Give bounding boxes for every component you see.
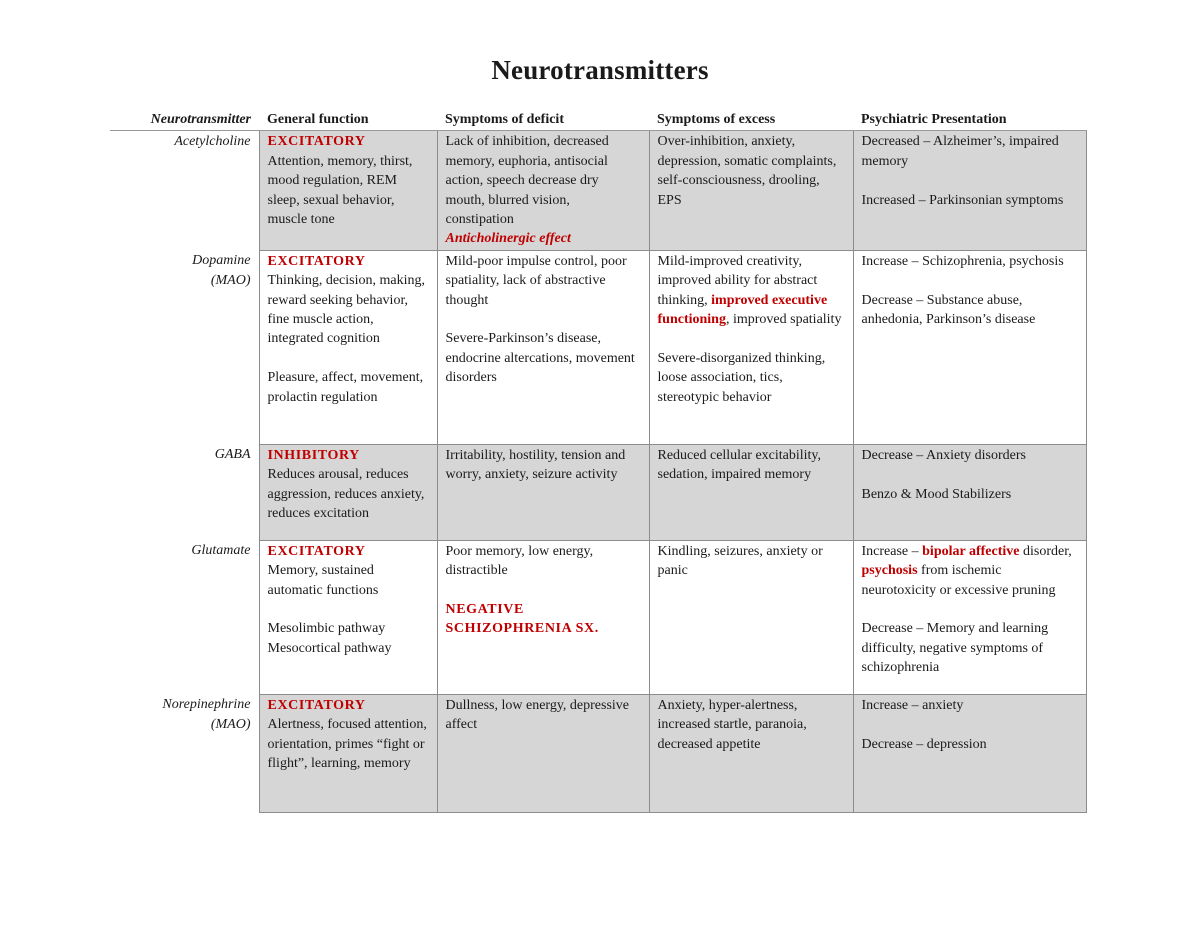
- general-function-cell: [259, 444, 437, 540]
- table-row-glutamate: [110, 540, 1086, 694]
- neurotransmitter-name: Acetylcholine: [174, 134, 251, 150]
- psychiatric-text: Decrease – Substance abuse, anhedonia, Parkinson’s disease: [861, 292, 1036, 328]
- row-label: [110, 250, 259, 444]
- psychiatric-text: Increased – Parkinsonian symptoms: [861, 192, 1064, 208]
- deficit-cell: [437, 694, 649, 812]
- deficit-cell: [437, 131, 649, 250]
- deficit-text: Mild-poor impulse control, poor spatiality, lack of abstractive thought: [445, 253, 627, 308]
- neurotransmitter-note: (MAO): [210, 716, 251, 732]
- general-function-text: Thinking, decision, making, reward seeking behavior, fine muscle action, integrated cognition: [267, 273, 425, 347]
- general-function-text: Alertness, focused attention, orientation, primes “fight or flight”, learning, memory: [267, 717, 427, 772]
- table-header-row: [110, 108, 1086, 131]
- psychiatric-text: Increase – Schizophrenia, psychosis: [861, 253, 1064, 269]
- psychiatric-text: Increase – anxiety: [861, 697, 964, 713]
- general-function-text: Reduces arousal, reduces aggression, reduces anxiety, reduces excitation: [267, 467, 425, 522]
- type-badge: EXCITATORY: [267, 134, 366, 150]
- neurotransmitter-note: (MAO): [210, 272, 251, 288]
- neurotransmitter-table: [110, 108, 1087, 813]
- neurotransmitter-name: Glutamate: [191, 543, 251, 559]
- type-badge: EXCITATORY: [267, 697, 366, 713]
- excess-text: Mild-improved creativity, improved ability for abstract thinking, improved executive functioning, improved spatiality: [657, 253, 842, 328]
- excess-cell: [649, 250, 853, 444]
- table-row-gaba: [110, 444, 1086, 540]
- general-function-cell: [259, 694, 437, 812]
- deficit-emphasis: NEGATIVE SCHIZOPHRENIA SX.: [445, 602, 599, 637]
- excess-cell: [649, 694, 853, 812]
- deficit-cell: [437, 250, 649, 444]
- general-function-text: Memory, sustained automatic functions: [267, 563, 379, 598]
- general-function-text: Mesocortical pathway: [267, 640, 392, 656]
- deficit-text: Severe-Parkinson’s disease, endocrine altercations, movement disorders: [445, 331, 635, 386]
- table-row-acetylcholine: [110, 131, 1086, 250]
- deficit-cell: [437, 540, 649, 694]
- neurotransmitter-name: Dopamine: [192, 253, 251, 269]
- general-function-cell: [259, 540, 437, 694]
- row-label: [110, 444, 259, 540]
- excess-text: Over-inhibition, anxiety, depression, somatic complaints, self-consciousness, drooling, EPS: [657, 134, 837, 208]
- psychiatric-cell: [853, 444, 1086, 540]
- excess-cell: [649, 444, 853, 540]
- psychiatric-text: Benzo & Mood Stabilizers: [861, 486, 1012, 502]
- excess-text: Kindling, seizures, anxiety or panic: [657, 543, 823, 579]
- psychiatric-text: Decrease – depression: [861, 736, 987, 752]
- type-badge: EXCITATORY: [267, 253, 366, 269]
- row-label: [110, 694, 259, 812]
- column-header-neurotransmitter: Neurotransmitter: [110, 108, 259, 131]
- psychiatric-cell: [853, 540, 1086, 694]
- excess-text: Anxiety, hyper-alertness, increased startle, paranoia, decreased appetite: [657, 697, 807, 752]
- deficit-text: Irritability, hostility, tension and worry, anxiety, seizure activity: [445, 447, 626, 483]
- psychiatric-emphasis: bipolar affective: [922, 543, 1020, 559]
- psychiatric-text: Decrease – Anxiety disorders: [861, 447, 1026, 463]
- deficit-cell: [437, 444, 649, 540]
- excess-cell: [649, 131, 853, 250]
- general-function-cell: [259, 250, 437, 444]
- type-badge: INHIBITORY: [267, 447, 360, 463]
- deficit-text: Dullness, low energy, depressive affect: [445, 697, 630, 733]
- row-label: [110, 131, 259, 250]
- deficit-text: Poor memory, low energy, distractible: [445, 543, 594, 579]
- psychiatric-text: Increase – bipolar affective disorder, psychosis from ischemic neurotoxicity or excessive pruning: [861, 543, 1072, 598]
- psychiatric-cell: [853, 250, 1086, 444]
- column-header-symptoms-excess: Symptoms of excess: [649, 108, 853, 131]
- neurotransmitter-name: Norepinephrine: [162, 697, 251, 713]
- column-header-psychiatric-presentation: Psychiatric Presentation: [853, 108, 1086, 131]
- type-badge: EXCITATORY: [267, 543, 366, 559]
- column-header-symptoms-deficit: Symptoms of deficit: [437, 108, 649, 131]
- table-row-dopamine: [110, 250, 1086, 444]
- general-function-text: Pleasure, affect, movement, prolactin regulation: [267, 370, 424, 405]
- excess-text: Reduced cellular excitability, sedation, impaired memory: [657, 447, 822, 483]
- psychiatric-text: Decrease – Memory and learning difficulty, negative symptoms of schizophrenia: [861, 621, 1049, 676]
- excess-emphasis: improved executive functioning: [657, 292, 828, 328]
- deficit-text: Lack of inhibition, decreased memory, euphoria, antisocial action, speech decrease dry mouth, blurred vision, constipation: [445, 134, 609, 228]
- row-label: [110, 540, 259, 694]
- psychiatric-cell: [853, 694, 1086, 812]
- psychiatric-cell: [853, 131, 1086, 250]
- table-row-norepinephrine: [110, 694, 1086, 812]
- column-header-general-function: General function: [259, 108, 437, 131]
- general-function-cell: [259, 131, 437, 250]
- excess-text: Severe-disorganized thinking, loose association, tics, stereotypic behavior: [657, 350, 826, 405]
- psychiatric-text: Decreased – Alzheimer’s, impaired memory: [861, 134, 1059, 169]
- excess-cell: [649, 540, 853, 694]
- page-title: Neurotransmitters: [491, 55, 709, 85]
- deficit-emphasis: Anticholinergic effect: [445, 231, 571, 247]
- general-function-text: Attention, memory, thirst, mood regulation, REM sleep, sexual behavior, muscle tone: [267, 153, 413, 228]
- neurotransmitter-name: GABA: [214, 447, 251, 463]
- psychiatric-emphasis: psychosis: [861, 563, 918, 579]
- general-function-text: Mesolimbic pathway: [267, 621, 386, 637]
